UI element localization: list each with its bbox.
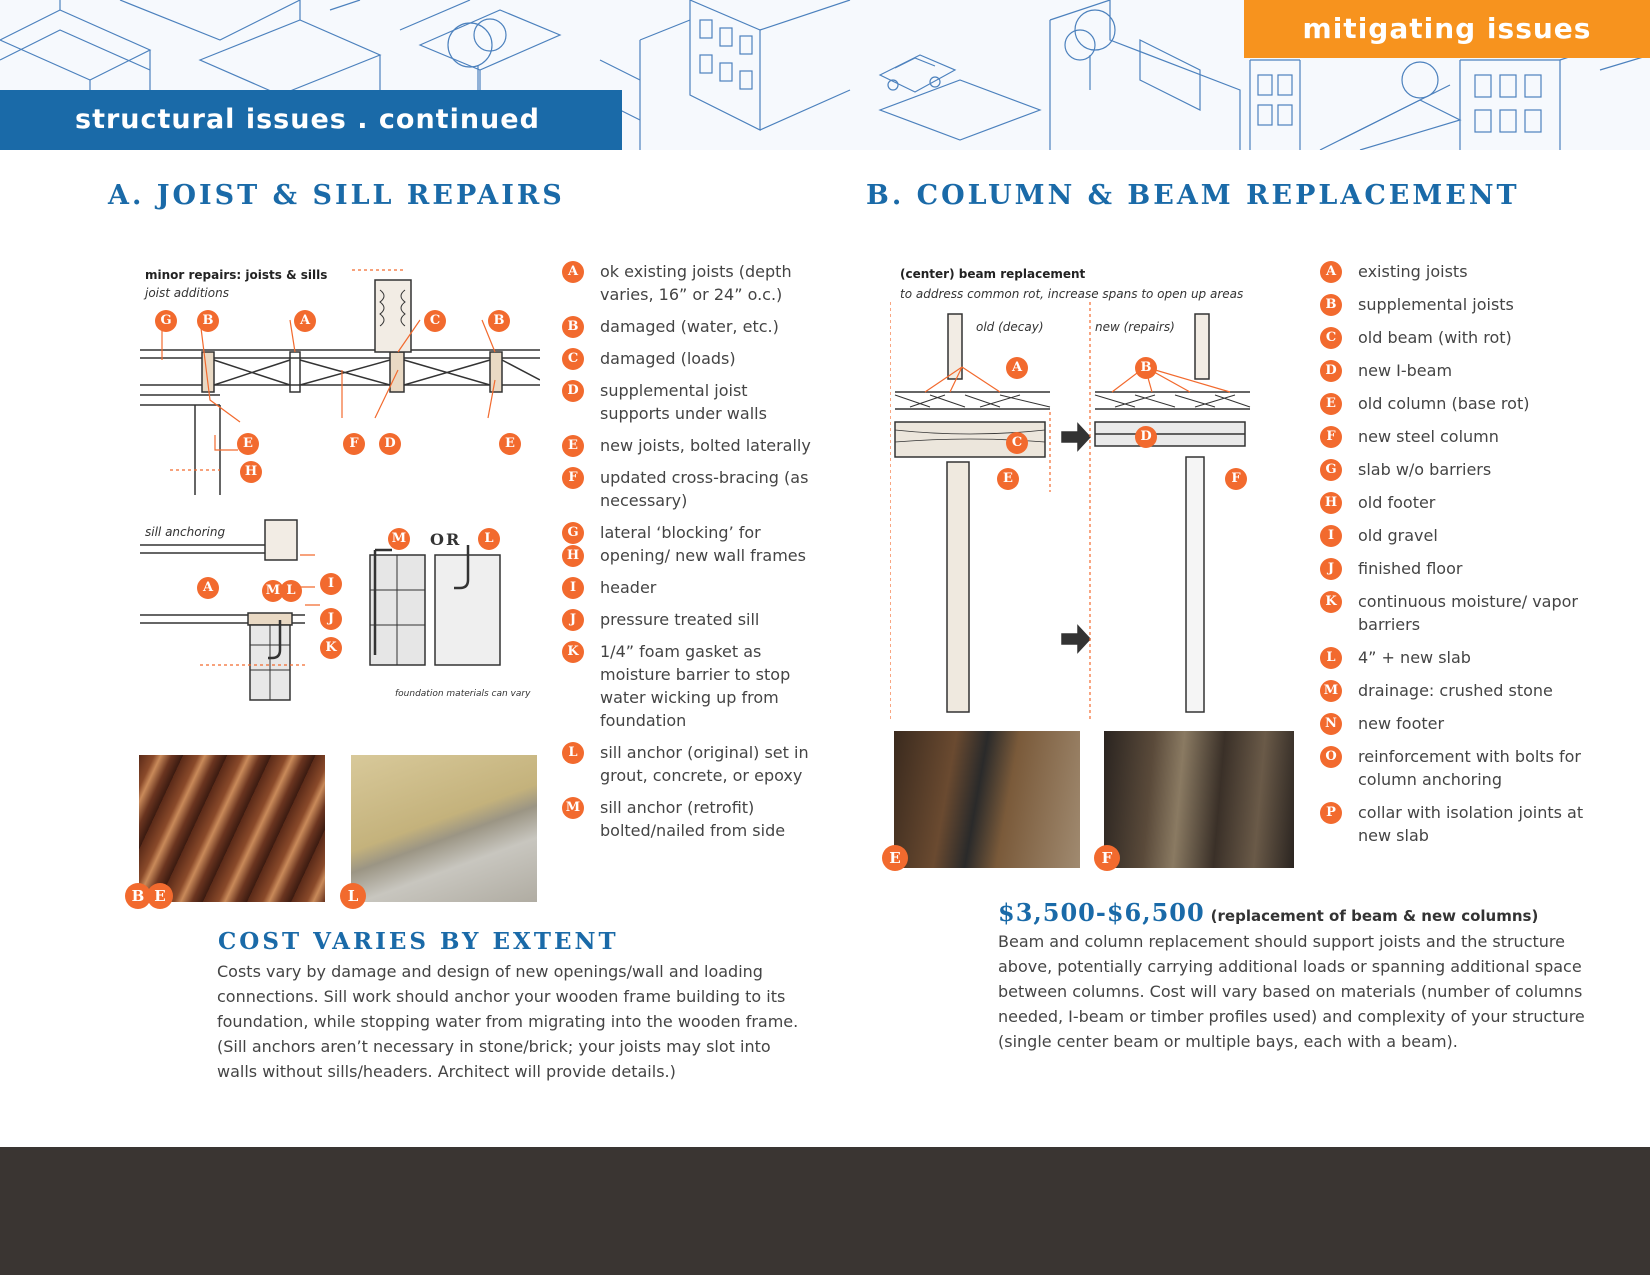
footer-bar bbox=[0, 1147, 1650, 1275]
legend-badge: H bbox=[562, 545, 584, 567]
legend-item bbox=[562, 741, 822, 787]
legend-badge: I bbox=[1320, 525, 1342, 547]
or-label: OR bbox=[430, 530, 462, 549]
legend-text: old footer bbox=[1358, 493, 1436, 512]
legend-item bbox=[1320, 425, 1590, 448]
marker-a: A bbox=[294, 310, 316, 332]
marker-f: F bbox=[343, 433, 365, 455]
legend-item bbox=[562, 260, 822, 306]
legend-item bbox=[562, 576, 822, 599]
photo-marker-f: F bbox=[1094, 845, 1120, 871]
legend-item bbox=[1320, 712, 1590, 735]
legend-text: 1/4” foam gasket as moisture barrier to stop water wicking up from foundation bbox=[600, 642, 791, 730]
section-a-title: A. JOIST & SILL REPAIRS bbox=[108, 180, 565, 211]
legend-badge: J bbox=[1320, 558, 1342, 580]
legend-text: sill anchor (original) set in grout, concrete, or epoxy bbox=[600, 743, 809, 785]
legend-text: supplemental joist supports under walls bbox=[600, 381, 767, 423]
legend-text: supplemental joists bbox=[1358, 295, 1514, 314]
foundation-note: foundation materials can vary bbox=[395, 689, 531, 699]
legend-badge: K bbox=[562, 641, 584, 663]
marker-l: L bbox=[478, 528, 500, 550]
legend-text: reinforcement with bolts for column anchoring bbox=[1358, 747, 1581, 789]
legend-text: continuous moisture/ vapor barriers bbox=[1358, 592, 1578, 634]
diagram1-title: minor repairs: joists & sills bbox=[145, 268, 328, 282]
legend-badge: H bbox=[1320, 492, 1342, 514]
cost-note: (replacement of beam & new columns) bbox=[1210, 907, 1539, 925]
legend-item bbox=[1320, 293, 1590, 316]
legend-item bbox=[1320, 458, 1590, 481]
legend-badge: J bbox=[562, 609, 584, 631]
sill-anchoring-diagram bbox=[130, 515, 540, 710]
legend-badge: D bbox=[1320, 360, 1342, 382]
legend-badge: P bbox=[1320, 802, 1342, 824]
legend-item bbox=[1320, 392, 1590, 415]
legend-text: ok existing joists (depth varies, 16” or 24” o.c.) bbox=[600, 262, 792, 304]
old-label: old (decay) bbox=[976, 320, 1044, 334]
legend-badge: D bbox=[562, 380, 584, 402]
marker-c: C bbox=[1006, 432, 1028, 454]
legend-text: new I-beam bbox=[1358, 361, 1453, 380]
legend-text: old gravel bbox=[1358, 526, 1438, 545]
legend-item bbox=[562, 347, 822, 370]
legend-text: damaged (water, etc.) bbox=[600, 317, 779, 336]
legend-item bbox=[1320, 801, 1590, 847]
legend-badge: M bbox=[562, 797, 584, 819]
sill-anchor-photo bbox=[351, 755, 537, 902]
marker-d: D bbox=[1135, 426, 1157, 448]
photo-marker-e: E bbox=[882, 845, 908, 871]
legend-text: slab w/o barriers bbox=[1358, 460, 1492, 479]
legend-badge: B bbox=[562, 316, 584, 338]
old-column-photo bbox=[894, 731, 1080, 868]
legend-text: lateral ‘blocking’ for opening/ new wall frames bbox=[600, 523, 806, 565]
sill-anchoring-label: sill anchoring bbox=[145, 525, 226, 539]
beam-diagram-title: (center) beam replacement bbox=[900, 267, 1086, 281]
legend-badge: G bbox=[562, 522, 584, 544]
cost-title: COST VARIES BY EXTENT bbox=[218, 928, 619, 955]
marker-b: B bbox=[1135, 357, 1157, 379]
legend-text: finished floor bbox=[1358, 559, 1463, 578]
marker-e: E bbox=[237, 433, 259, 455]
legend-badge: A bbox=[1320, 261, 1342, 283]
photo-marker-e: E bbox=[147, 883, 173, 909]
price-line bbox=[998, 898, 1538, 927]
photo-marker-b: B bbox=[125, 883, 151, 909]
legend-item bbox=[562, 379, 822, 425]
legend-text: new joists, bolted laterally bbox=[600, 436, 811, 455]
legend-item bbox=[562, 521, 822, 567]
legend-text: existing joists bbox=[1358, 262, 1468, 281]
section-tag: mitigating issues bbox=[1244, 0, 1650, 58]
legend-b bbox=[1320, 260, 1590, 847]
legend-item bbox=[1320, 326, 1590, 349]
legend-text: new footer bbox=[1358, 714, 1445, 733]
legend-text: updated cross-bracing (as necessary) bbox=[600, 468, 809, 510]
legend-item bbox=[562, 608, 822, 631]
legend-item bbox=[1320, 745, 1590, 791]
marker-a: A bbox=[1006, 357, 1028, 379]
header-banner bbox=[0, 0, 1650, 150]
cost-amount: $3,500-$6,500 bbox=[998, 898, 1205, 927]
marker-b: B bbox=[197, 310, 219, 332]
legend-item bbox=[562, 796, 822, 842]
legend-text: new steel column bbox=[1358, 427, 1499, 446]
legend-badge: L bbox=[562, 742, 584, 764]
legend-badge: A bbox=[562, 261, 584, 283]
legend-badge: E bbox=[1320, 393, 1342, 415]
legend-badge: O bbox=[1320, 746, 1342, 768]
new-label: new (repairs) bbox=[1095, 320, 1175, 334]
legend-badge: E bbox=[562, 435, 584, 457]
legend-text: sill anchor (retrofit) bolted/nailed from side bbox=[600, 798, 786, 840]
marker-h: H bbox=[240, 461, 262, 483]
legend-badge: L bbox=[1320, 647, 1342, 669]
legend-item bbox=[1320, 679, 1590, 702]
marker-e: E bbox=[499, 433, 521, 455]
cost-description-b: Beam and column replacement should support joists and the structure above, potentially carrying additional loads or spanning additional space between columns. Cost will vary based on materials (number of columns needed, I-beam or timber profiles used) and complexity of your structure (single center beam or multiple bays, each with a beam). bbox=[998, 932, 1585, 1051]
legend-item bbox=[562, 640, 822, 732]
legend-item bbox=[1320, 524, 1590, 547]
legend-badge: K bbox=[1320, 591, 1342, 613]
legend-item bbox=[1320, 590, 1590, 636]
legend-text: drainage: crushed stone bbox=[1358, 681, 1553, 700]
joist-damage-photo bbox=[139, 755, 325, 902]
photo-marker-l: L bbox=[340, 883, 366, 909]
legend-a bbox=[562, 260, 822, 842]
marker-g: G bbox=[155, 310, 177, 332]
legend-badge: C bbox=[562, 348, 584, 370]
cost-description-a: Costs vary by damage and design of new openings/wall and loading connections. Sill work should anchor your wooden frame building to its foundation, while stopping water from migrating into the wooden frame. (Sill anchors aren’t necessary in stone/brick; your joists may slot into walls without sills/headers. Architect will provide details.) bbox=[217, 962, 799, 1081]
legend-badge: B bbox=[1320, 294, 1342, 316]
marker-m: M bbox=[388, 528, 410, 550]
marker-l: L bbox=[280, 580, 302, 602]
legend-badge: F bbox=[1320, 426, 1342, 448]
legend-item bbox=[1320, 646, 1590, 669]
legend-text: 4” + new slab bbox=[1358, 648, 1471, 667]
legend-text: header bbox=[600, 578, 657, 597]
legend-badge: M bbox=[1320, 680, 1342, 702]
legend-badge: G bbox=[1320, 459, 1342, 481]
legend-badge: F bbox=[562, 467, 584, 489]
legend-text: pressure treated sill bbox=[600, 610, 760, 629]
legend-badge: C bbox=[1320, 327, 1342, 349]
marker-d: D bbox=[379, 433, 401, 455]
legend-text: collar with isolation joints at new slab bbox=[1358, 803, 1584, 845]
marker-k: K bbox=[320, 637, 342, 659]
new-column-photo bbox=[1104, 731, 1294, 868]
legend-item bbox=[562, 434, 822, 457]
legend-text: damaged (loads) bbox=[600, 349, 736, 368]
beam-diagram-subtitle: to address common rot, increase spans to open up areas bbox=[900, 287, 1244, 301]
marker-f: F bbox=[1225, 468, 1247, 490]
legend-text: old beam (with rot) bbox=[1358, 328, 1512, 347]
legend-item bbox=[1320, 260, 1590, 283]
legend-text: old column (base rot) bbox=[1358, 394, 1530, 413]
marker-m: M bbox=[262, 580, 284, 602]
marker-a: A bbox=[197, 577, 219, 599]
legend-item bbox=[562, 315, 822, 338]
legend-item bbox=[1320, 491, 1590, 514]
marker-b: B bbox=[488, 310, 510, 332]
section-b-title: B. COLUMN & BEAM REPLACEMENT bbox=[866, 180, 1520, 211]
legend-badge: I bbox=[562, 577, 584, 599]
diagram1-subtitle: joist additions bbox=[145, 286, 229, 300]
legend-item bbox=[1320, 359, 1590, 382]
marker-i: I bbox=[320, 573, 342, 595]
beam-replacement-diagram bbox=[890, 262, 1300, 722]
marker-c: C bbox=[424, 310, 446, 332]
joist-diagram bbox=[130, 260, 540, 500]
legend-badge: N bbox=[1320, 713, 1342, 735]
marker-j: J bbox=[320, 608, 342, 630]
legend-item bbox=[562, 466, 822, 512]
legend-item bbox=[1320, 557, 1590, 580]
page-tag: structural issues . continued bbox=[0, 90, 622, 150]
marker-e: E bbox=[997, 468, 1019, 490]
